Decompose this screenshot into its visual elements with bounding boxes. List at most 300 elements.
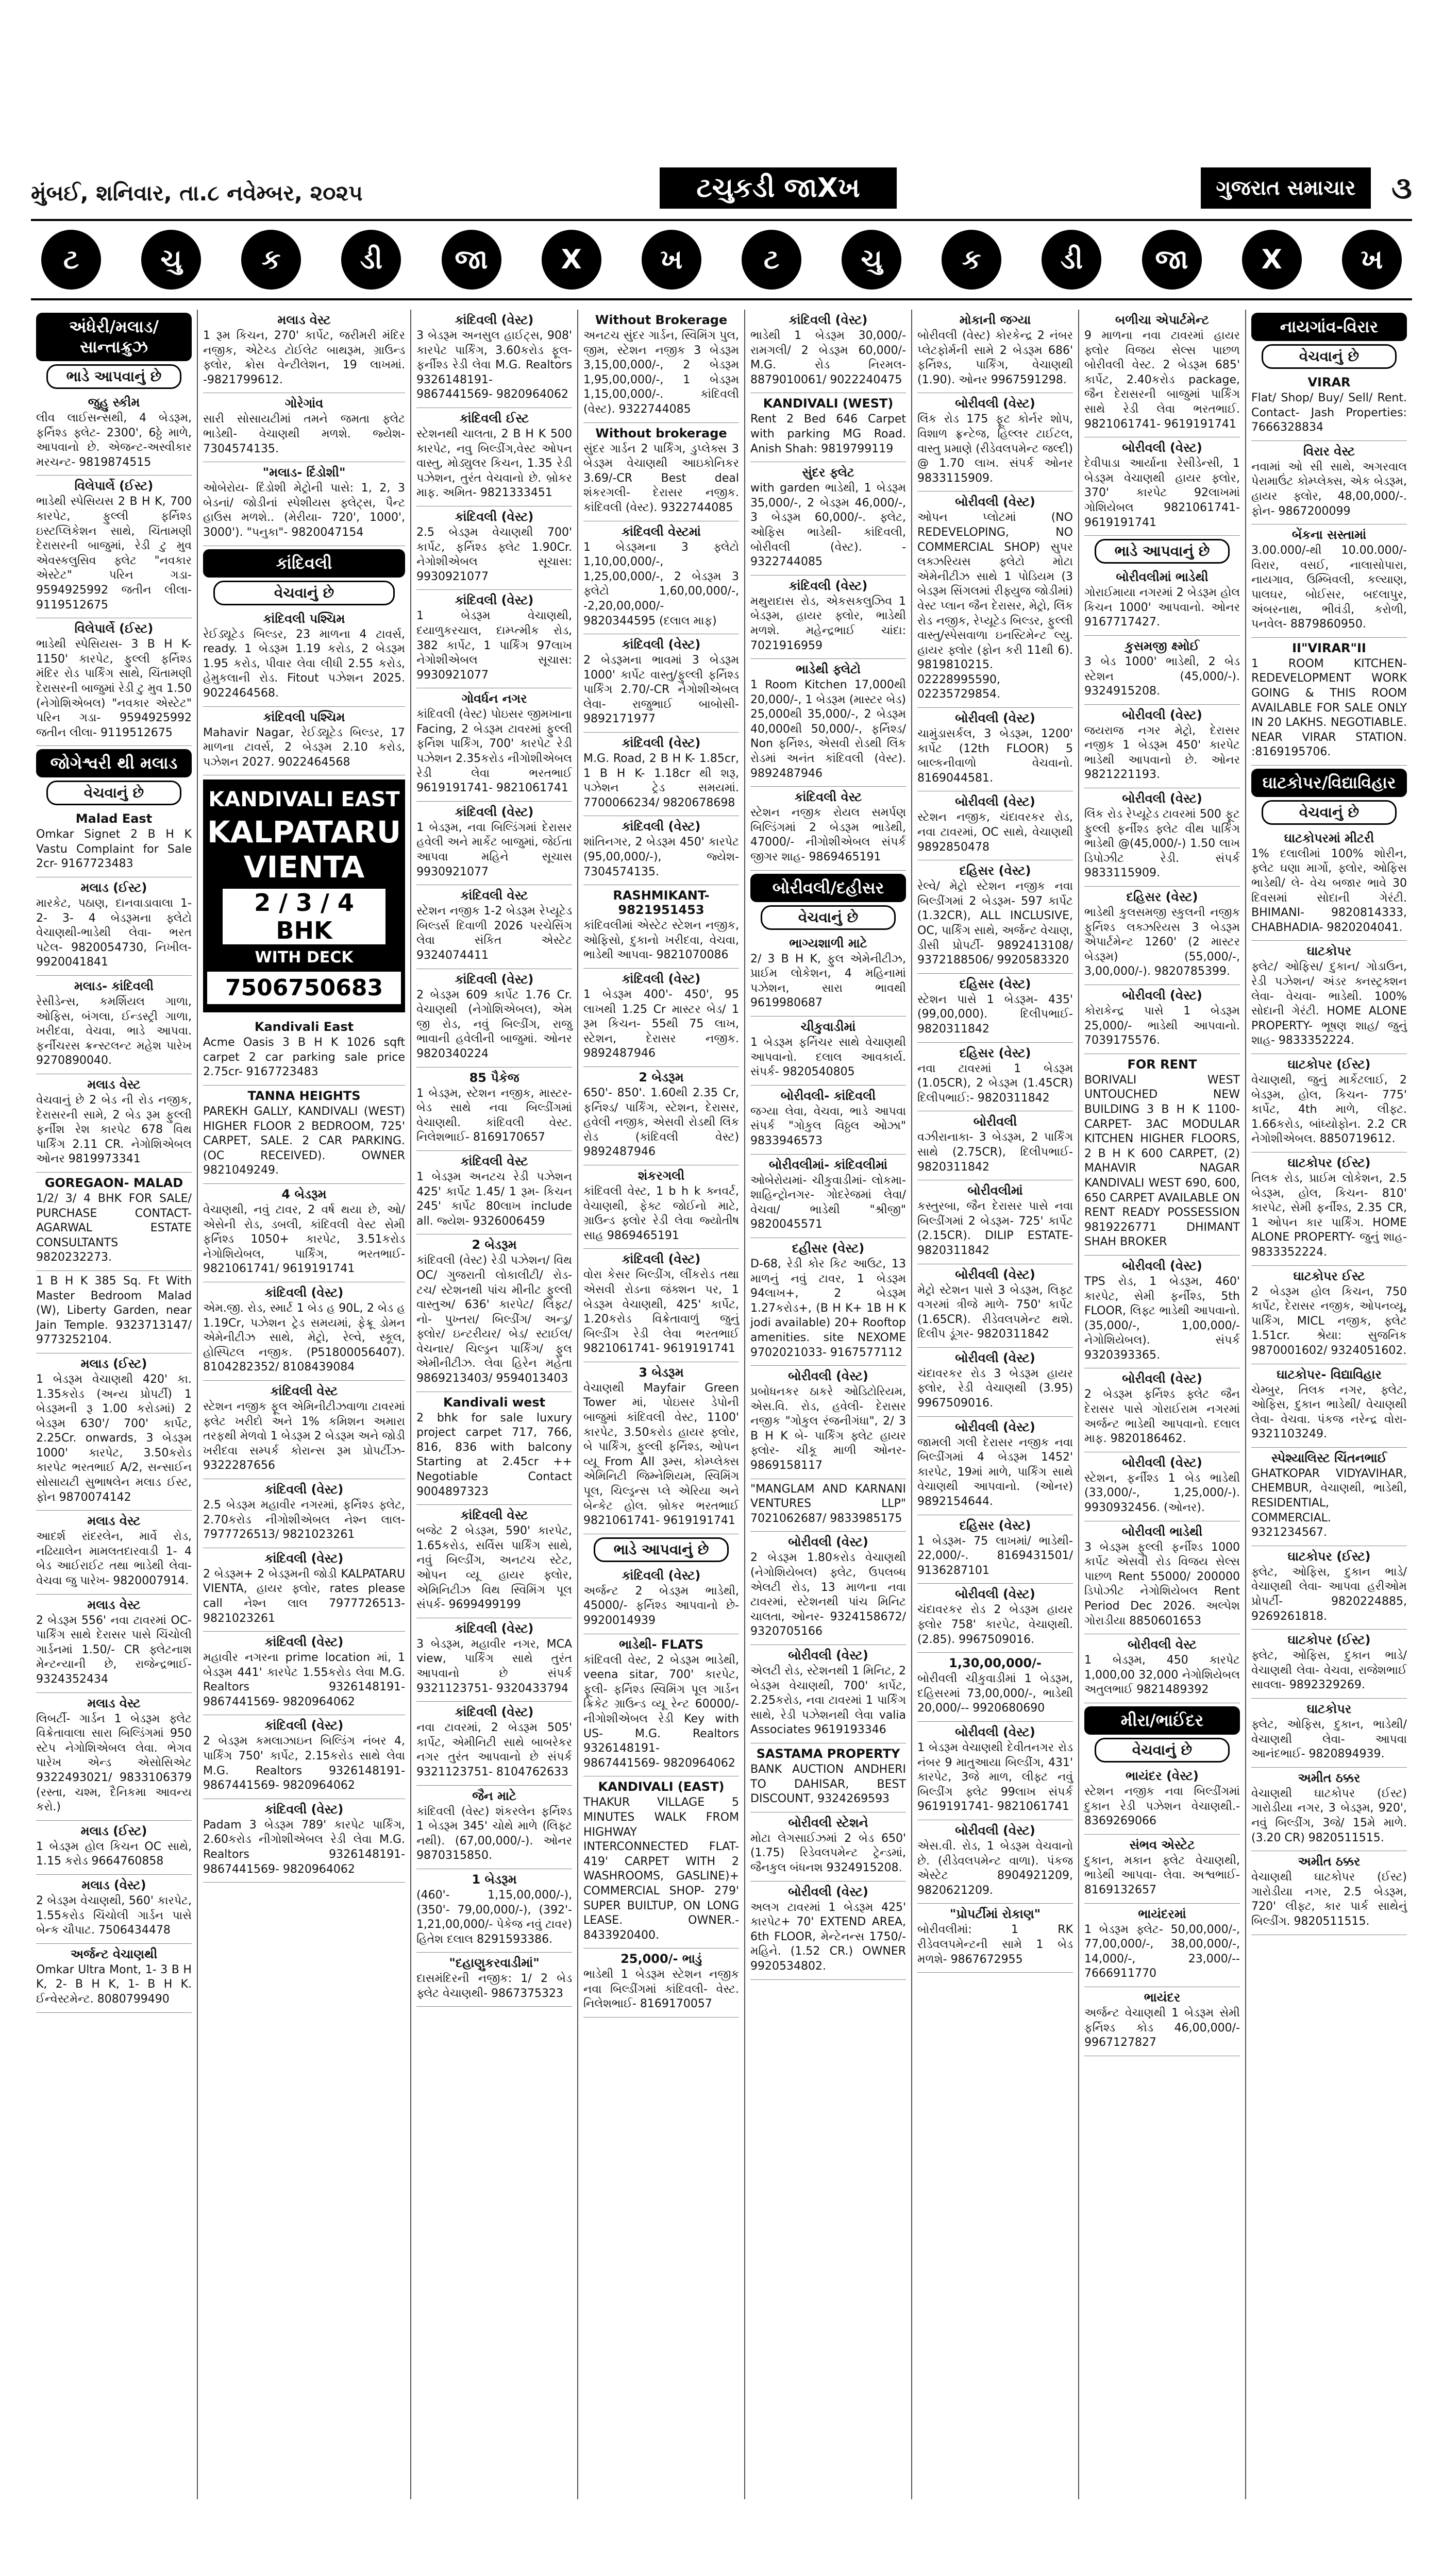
ad-body: સ્ટેશન નજીક નવા બિલ્ડીંગમાં દુકાન રેડી પઝેશન વેચાણથી.- 8369269066 (1084, 1785, 1240, 1828)
ad-body: ફ્લેટ, ઓફિસ, દુકાન, ભાડેથી/ વેચાણથી લેવા- આપવા આનંદભાઈ- 9820894939. (1251, 1718, 1407, 1761)
classified-ad (416, 506, 572, 590)
banner-letter: ખ (1342, 230, 1402, 290)
ad-title: કાંદિવલી (વેસ્ટ) (622, 972, 701, 986)
classified-ad (750, 787, 906, 870)
ad-body: 2 બેડરૂમ 556' નવા ટાવરમાં OC- પાર્કિંગ સાથે દેરાસર પાસે ચિંચોલી ગાર્ડનમાં 1.50/- CR ફ્લેટનાશ મેન્ટન્યાની છે, રાજેન્દ્રભાઈ- 9324352434 (36, 1614, 192, 1686)
classified-ad (1251, 1768, 1407, 1851)
banner-letter: જા (442, 230, 501, 290)
ad-body: ઓબેરોય- દિંડોશી મેટ્રોની પાસે: 1, 2, 3 બેડનાં/ જોડીનાં સ્પેશીયસ ફ્લેટ્સ, પૈન્ટ હાઉસ મળશે.. (મેરીયા- 720', 1000', 3000'). "પનુકા"- 9820047154 (203, 482, 406, 539)
ad-title: બોરીવલી (વેસ્ટ) (1122, 791, 1202, 806)
classified-ad (36, 392, 192, 476)
classified-ad (1084, 705, 1240, 788)
classified-ad (917, 1820, 1073, 1904)
ad-title: બોરીવલી (વેસ્ટ) (955, 1823, 1035, 1838)
ad-body: આદર્શ રાંદરલેન, માર્વે રોડ, નઢિયાલેન મામલતદારવાડી 1- 4 બેડ આઈરાઈટ તથા ભાડેથી લેવા- વેચવા જુ પારેખ- 9820007914. (36, 1530, 192, 1588)
ad-title: કાંદિવલી વેસ્ટ (794, 790, 862, 805)
ad-body: 1 બેડરૂમ, સ્ટેશન નજીક, માસ્ટર- બેડ સાથે નવા બિલ્ડીંગમાં વેચાણથી. કાંદિવલી વેસ્ટ. નિલેશભાઈ- 8169170657 (416, 1087, 573, 1144)
ad-body: કાંદિવલી વેસ્ટ, 1 b h k ક્નવર્ટ, વેચાણથી, ફેક્ટ જોઈનો માટે, ગ્રાઉન્ડ ફ્લોર રેડી લેવા જ્યોતીષ સાહ 9869465191 (583, 1184, 740, 1242)
classified-ad (917, 1722, 1073, 1820)
ad-body: 650'- 850'. 1.60થી 2.35 Cr, ફર્નિશ્ડ/ પાર્કિંગ, સ્ટેશન, દેરાસર, હવેલી નજીક, એસવી રોડથી લિંક રોડ (કાંદિવલી વેસ્ટ) 9892487946 (583, 1086, 740, 1159)
ad-title: ઘાટકોપર (ઈસ્ટ) (1287, 1633, 1371, 1648)
ad-title: બોરીવલી (વેસ્ટ) (1122, 1258, 1202, 1273)
ad-title: બોરીવલી (વેસ્ટ) (1122, 1371, 1202, 1386)
ad-body: વેચાણથી Mayfair Green Tower માં, પોઇસર ડેપોની બાજુમાં કાંદિવલી વેસ્ટ, 1100' કારપેટ, 3.50કરોડ હાયર ફ્લોર, બે પાર્કિંગ, ફુલ્લી ફર્નિશ્ડ, ઓપન વ્યૂ From All રૂમ્સ, કોમ્પ્લેક્સ એમિનિટી જિમ્નેશિયમ, સ્વિમિંગ પૂલ, ચિલ્ડ્રન્સ પ્લે એરિયા અને બેન્કેટ હોલ. બ્રોકર ભરતભાઈ 9821061741- 9619191741 (583, 1381, 740, 1528)
ad-title: કાંદિવલી પશ્ચિમ (263, 709, 345, 724)
ad-body: 1 બેડરૂમના 3 ફ્લેટો 1,10,00,000/-, 1,25,00,000/-, 2 બેડરૂમ 3 ફ્લેટો 1,60,00,000/-, -2,20,00,000/- 9820344595 (દલાલ માફ) (583, 540, 740, 628)
ad-title: મલાડ (ઈસ્ટ) (80, 1823, 147, 1838)
classified-ad (1084, 1766, 1240, 1835)
banner-letter: ખ (642, 230, 701, 290)
ad-body: 1/2/ 3/ 4 BHK FOR SALE/ PURCHASE CONTACT- AGARWAL ESTATE CONSULTANTS 9820232273. (36, 1192, 192, 1264)
classified-ad (917, 1904, 1073, 1973)
region-heading: કાંદિવલી (203, 549, 405, 578)
ad-body: with garden ભાડેથી, 1 બેડરૂમ 35,000/-, 2 બેડરૂમ 46,000/-, 3 બેડરૂમ 60,000/-. ફ્લેટ, ઓફિસ ભાડેથી- કાંદિવલી, બોરીવલી (વેસ્ટ). - 9322744085 (750, 482, 907, 569)
masthead (31, 118, 1412, 221)
classified-ad (750, 1238, 906, 1366)
ad-title: 4 બેડરૂમ (281, 1187, 327, 1202)
ad-title: બોરીવલી (વેસ્ટ) (1122, 988, 1202, 1003)
classified-ad (1084, 437, 1240, 536)
ad-title: ગોરેગાંવ (284, 396, 324, 411)
ad-body: ચામુંડાસર્કલ, 3 બેડરૂમ, 1200' કાર્પેટ (12th FLOOR) 5 બાલ્કનીવાળો વેચવાનો. 8169044581. (917, 727, 1073, 785)
ad-body: અનટચ સુંદર ગાર્ડન, સ્વિમિંગ પુલ, જીમ, સ્ટેશન નજીક 3 બેડરૂમ 3,15,00,000/-, 2 બેડરૂમ 1,95,00,000/-, 1 બેડરૂમ 1,15,00,000/-. કાંદિવલી (વેસ્ટ). 9322744085 (583, 329, 740, 416)
classified-ad (917, 708, 1073, 791)
ad-body: મોટા લેગસાઈઝમાં 2 બેડ 650' (1.75) રિડેવલપમેન્ટ ટ્રેન્ડમાં, જૈનકુલ બંધનશ 9324915208. (750, 1832, 907, 1874)
classified-ad (917, 492, 1073, 708)
classified-ad (1084, 1634, 1240, 1703)
ad-title: બોરીવલી ભાડેથી (1121, 1524, 1203, 1539)
ad-title: દહિસર (વેસ્ટ) (959, 1518, 1031, 1533)
ad-title: કાંદિવલી (વેસ્ટ) (622, 1568, 701, 1583)
ad-title: કાંદિવલી (વેસ્ટ) (264, 1285, 344, 1300)
ad-body: TPS રોડ, 1 બેડરૂમ, 460' કારપેટ, સેમી ફર્નીશ્ડ, 5th FLOOR, લિફ્ટ ભાડેથી આપવાનો. (35,000/-, 1,00,000/- નેગોશિયેબલ). સંપર્ક 9320393365. (1084, 1275, 1240, 1362)
classified-ad (917, 1584, 1073, 1653)
ad-title: ઘાટકોપર ઈસ્ટ (1293, 1268, 1365, 1283)
classified-ad (36, 1271, 192, 1353)
ad-body: 1 બેડરૂમ ફર્નિચર સાથે વેચાણથી આપવાનો. દલાલ આવકાર્ય. સંપર્ક- 9820540805 (750, 1036, 907, 1079)
ad-body: લિંક રોડ રેપ્યૂટેડ ટાવરમાં 500 ફૂટ ફુલ્લી ફર્નીશ્ડ ફ્લેટ વીથ પાર્કિંગ ભાડેથી @(45,000/-) 1.50 લાખ ડિપોઝીટ રેડી. સંપર્ક 9833115909. (1084, 808, 1240, 880)
ad-title: ઘાટકોપરમાં મીટરી (1284, 831, 1374, 845)
classified-ad (917, 1515, 1073, 1584)
newspaper-logo: ગુજરાત સમાચાર (1201, 167, 1371, 209)
ad-body: BORIVALI WEST UNTOUCHED NEW BUILDING 3 B H K 1100-CARPET- 3AC MODULAR KITCHEN HIGHER FLOORS, 2 B H K 600 CARPET, (2) MAHAVIR NAGAR KANDIVALI WEST 690, 600, 650 CARPET AVAILABLE ON RENT READY POSSESSION 9819226771 DHIMANT SHAH BROKER (1084, 1073, 1240, 1249)
classified-ad (36, 476, 192, 618)
ad-body: બજેટ 2 બેડરૂમ, 590' કારપેટ, 1.65કરોડ, સર્વિસ પાર્કિંગ સાથે, નવું બિલ્ડીંગ, અનટચ સ્ટેટ, ઓપન વ્યૂ હાયર ફ્લોર, એમિનિટીઝ વિથ સ્વિમિંગ પૂલ સંપર્ક- 9699499199 (416, 1524, 573, 1612)
ad-body: 2 બેડરૂમ હોલ કિચન, 750 કાર્પેટ, દેરાસર નજીક, ઓપનવ્યૂ, પાર્કિંગ, MICL નજીક, ફ્લેટ 1.51cr. શ્રેયા: સુજનિક 9870001602/ 9324051602. (1251, 1285, 1407, 1357)
category-heading: વેચવાનું છે (1262, 800, 1397, 825)
ad-body: 2 બેડરૂમ 1.80કરોડ વેચાણથી (નેગોશિયેબલ) ફ્લેટ, ઉપલબ્ધ એલટી રોડ, 13 માળના નવા ટાવરમાં, સ્ટેશનથી પાંચ મિનિટ ચાલતા, ઓનર- 9324158672/ 9320705166 (750, 1551, 907, 1638)
ad-title: II"VIRAR"II (1292, 640, 1366, 655)
ad-body: બોરીવલીમાં: 1 RK રીડેવલપમેન્ટની સામે 1 બેડ મળશે- 9867672955 (917, 1923, 1073, 1966)
ad-body: "MANGLAM AND KARNANI VENTURES LLP" 7021062687/ 9833985175 (750, 1482, 907, 1525)
ad-body: Rent 2 Bed 646 Carpet with parking MG Road. Anish Shah: 9819799119 (750, 413, 907, 455)
ad-title: કાંદિવલી (વેસ્ટ) (455, 1705, 534, 1720)
ad-title: કાંદિવલી (વેસ્ટ) (455, 313, 534, 327)
ad-title: ગોવર્ધન નગર (461, 691, 527, 706)
ad-title: બોરીવલી- કાંદિવલી (780, 1088, 876, 1103)
ad-body: સુંદર ગાર્ડન 2 પાર્કિંગ, ડુપ્લેક્સ 3 બેડરૂમ વેચાણથી આઇકોનિકર 3.69/-CR Best deal શંકરગલી- દેરાસર નજીક. કાંદિવલી (વેસ્ટ). 9322744085 (583, 442, 740, 514)
classified-ad (583, 969, 739, 1067)
classified-ad (917, 1180, 1073, 1264)
ad-title: અમીત ઠક્કર (1298, 1770, 1361, 1785)
classified-ad (583, 733, 739, 816)
ad-body: GHATKOPAR VIDYAVIHAR, CHEMBUR, વેચાણથી, ભાડેથી, RESIDENTIAL, COMMERCIAL. 9321234567. (1251, 1467, 1407, 1539)
ad-body: 1 બેડરૂમ વેચાણથી દેવીતનગર રોડ નંબર 9 માતુઆયા બિલ્ડીંગ, 431' કારપેટ, 3જે માળ, લીફ્ટ નવું બિલ્ડીંગ ફ્લેટ 99લાખ સંપર્ક 9619191741- 9821061741 (917, 1741, 1073, 1814)
ad-body: એમ.જી. રોડ, સ્માર્ટ 1 બેડ હ 90L, 2 બેડ હ 1.19Cr, પઝેશન ટ્રેડ સમયમાં, ફેક્રૂ ડોમન એમેનીટીઝ સાથે, મેટ્રો, રેલ્વે, સ્કૂલ, હોસ્પિટલ નજીક. (P51800056407). 8104282352/ 8108439084 (203, 1302, 406, 1374)
category-heading: ભાડે આપવાનું છે (594, 1537, 729, 1562)
ad-body: ફ્લેટ, ઓફિસ, દુકાન ભાડે/ વેચાણથી લેવા- આપવા હરીઓમ પ્રોપર્ટી- 9820224885, 9269261818. (1251, 1565, 1407, 1623)
classified-ad (1084, 1256, 1240, 1369)
ad-body: સારી સોસાયટીમાં તમને જમતા ફ્લેટ ભાડેથી- વેચાણથી મળશે. જ્યેશ- 7304574135. (203, 413, 406, 455)
ad-title: Kandivali west (443, 1395, 546, 1410)
ad-body: વેચવાનું છે 2 બેડ ની રોડ નજીક, દેરાસરની સામે, 2 બેડ રૂમ ફુલ્લી ફર્નીશ રેશ કારપેટ 678 વિથ પાર્કિંગ 2.11 CR. નેગોશિએબલ ઓનર 9819973341 (36, 1094, 192, 1166)
classified-ad (750, 1366, 906, 1479)
classified-ad (416, 885, 572, 969)
ad-body: 2 બેડરૂમ+ 2 બેડરૂમની જોડી KALPATARU VIENTA, હાયર ફ્લોર, rates please call નેશ્ન લાલ 7977726513- 9821023261 (203, 1567, 406, 1625)
ad-title: સુંદર ફ્લેટ (802, 465, 854, 480)
classified-ad (416, 1869, 572, 1953)
ad-body: લીવ લાઈસન્સથી, 4 બેડરૂમ, ફર્નિશ્ડ ફ્લેટ- 2300', 6ઠ્ઠે માળે, આપવાનો છે. એજન્ટ-અસ્વીકાર મરચન્ટ- 9819874515 (36, 412, 192, 469)
ad-body: સ્ટેશન નજીક 1-2 બેડરૂમ રેપ્યૂટેડ બિલ્ડર્સ દિવાળી 2026 પરચેસિંગ લેવા સંકિત એસ્ટેટ 9324074411 (416, 905, 573, 962)
ad-title: ઘાટકોપર- વિદ્યાવિહાર (1277, 1367, 1382, 1382)
ad-body: 2 બેડરૂમના ભાવમાં 3 બેડરૂમ 1000' કાર્પેટ વાસ્તુ/ફુલ્લી ફર્નિશ્ડ પાર્કિંગ 2.70/-CR નેગોશીએબલ લેવા- રાજુભાઈ બાબોસી- 9892171977 (583, 654, 740, 726)
ad-title: બોરીવલીમાં ભાડેથી (1116, 570, 1209, 585)
ad-title: અર્જન્ટ વેચાણથી (70, 1946, 158, 1961)
ad-body: 2 બેડરૂમ 609 કાર્પેટ 1.76 Cr. વેચાણથી (નેગોશિએબલ), એમ જી રોડ, નવું બિલ્ડીંગ, રાજુ ભાવાની હવેલીની બાજુમાં. ઓનર 9820340224 (416, 988, 573, 1060)
ad-title: Kandivali East (254, 1020, 354, 1035)
ad-body: Omkar Ultra Mont, 1- 3 B H K, 2- B H K, 1- B H K. ઈન્વેસ્ટમેન્ટ. 8080799490 (36, 1963, 192, 2006)
category-heading: વેચવાનું છે (213, 581, 395, 605)
ad-body: કાંદિવલી (વેસ્ટ) પોઇસર જીમખાના Facing, 2 બેડરૂમ ટાવરમાં ફુલ્લી ફર્નિશ પાર્કિંગ, 700' કારપેટ રેડી પઝેશન 2.35કરોડ નીગોશીએબલ રેડી લેવા ભરતભાઈ 9619191741- 9821061741 (416, 708, 573, 795)
ad-body: Padam 3 બેડરૂમ 789' કારપેટ પાર્કિંગ, 2.60કરોડ નીગોશીએબલ રેડી લેવા M.G. Realtors 9326148191- 9867441569- 9820964062 (203, 1818, 406, 1876)
classified-ad (583, 1634, 739, 1777)
ad-title: શંકરગલી (637, 1168, 685, 1183)
ad-title: અમીત ઠક્કર (1298, 1854, 1361, 1869)
ad-body: BANK AUCTION ANDHERI TO DAHISAR, BEST DISCOUNT, 9324269593 (750, 1762, 907, 1806)
ad-body: ઓબેરોયમાં- ચીકુવાડીમાં- લોકમા- શાહિન્ટ્રોનગર- ગોદરેજમાં લેવા/ વેચવા/ ભાડેથી "શ્રીજી" 9820045571 (750, 1174, 907, 1231)
ad-body: વેચાણથી, જુનું માર્કેટલાઈ, 2 બેડરૂમ, હોલ, કિચન- 775' કાર્પેટ, 4th માળે, લીફ્ટ. 1.66કરોડ, બાંધ્યોફોન. 2.2 CR નેગોશીએબલ. 8850719612. (1251, 1074, 1407, 1146)
ad-body: સ્ટેશન, ફર્નીશ્ડ 1 બેડ ભાડેથી (33,000/-, 1,25,000/-). 9930932456. (ઓનર). (1084, 1471, 1240, 1515)
column (1079, 310, 1246, 2499)
ad-body: પ્રબોધનકર ઠાકરે ઓડિટોરિયમ, એસ.વિ. રોડ, હવેલી- દેરાસર નજીક "ગોકુલ રંજનીગંધા", 2/ 3 B H K બે- પાર્કિંગ ફ્લેટ હાયર ફ્લોર- ચીકૂ માળી ઓનર- 9869158117 (750, 1385, 907, 1472)
classified-ad (416, 590, 572, 688)
ad-body: 2 bhk for sale luxury project carpet 717, 766, 816, 836 with balcony Starting at 2.45cr ++ Negotiable Contact 9004897323 (416, 1411, 573, 1498)
column (198, 310, 411, 2499)
ad-body: શાંતિનગર, 2 બેડરૂમ 450' કારપેટ (95,00,000/-), જ્યેશ- 7304574135. (583, 836, 740, 878)
ad-body: 1 Room Kitchen 17,000થી 20,000/-, 1 બેડરૂમ (માસ્ટર બેડ) 25,000થી 35,000/-, 2 બેડરૂમ 40,000થી 50,000/-, ફર્નિશ્ડ/ Non ફર્નિશ્ડ, એસવી રોડથી લિંક રોડમાં અનંત કાંદિવલી (વેસ્ટ). 9892487946 (750, 679, 907, 780)
classified-ad (416, 802, 572, 885)
classified-ad (583, 1249, 739, 1362)
ad-title: બોરીવલી (વેસ્ટ) (955, 1587, 1035, 1602)
classified-ad (416, 1067, 572, 1151)
ad-body: ઓપન પ્લોટમાં (NO REDEVELOPING, NO COMMERCIAL SHOP) સુપર લક્ઝરિયસ ફ્લેટો મોટા એમેનીટીઝ સાથે 1 પોડિયમ (3 બેડરૂમ સિંગલમાં રીફ્યુજ જોડીમાં) વેસ્ટ પ્લાન જૈન દેરાસર, મેટ્રો, લિંક રોડ નજીક, રેપ્યૂટેડ બિલ્ડર, ફુલ્લી વાસ્તુ/સ્પેસવાળા ઇનસ્ટિમેન્ટ લ્યુ. હાયર ફ્લોર (ફોન કરી 11થી 6). 9819810215. 02228995590, 02235729854. (917, 511, 1073, 701)
ad-title: બળીચા એપાર્ટમેન્ટ (1115, 313, 1209, 327)
ad-title: ઘાટકોપર (1306, 1702, 1352, 1716)
classified-ad (750, 1086, 906, 1155)
ad-title: બોરીવલી (વેસ્ટ) (955, 1724, 1035, 1739)
classified-ad (583, 1362, 739, 1534)
classified-ad (1084, 1987, 1240, 2056)
display-ad-line: WITH DECK (255, 948, 354, 967)
classified-ad (750, 575, 906, 659)
classified-ad (583, 885, 739, 969)
classified-ad (416, 1234, 572, 1392)
ad-title: Without Brokerage (595, 313, 728, 327)
classified-ad (203, 1799, 405, 1883)
banner-letter: ટ (41, 230, 101, 290)
classified-ad (583, 1165, 739, 1249)
ad-body: સ્ટેશનથી ચાલતા, 2 B H K 500 કારપેટ, નવુ બિલ્ડીંગ,વેસ્ટ ઓપન વાસ્તુ, મોડ્યુલર કિચન, 1.35 રેડી પઝેશન, તુરંત વેચવાનો છે. બ્રોકર માફ. અમિત- 9821333451 (416, 427, 573, 500)
ad-title: કાંદિવલી વેસ્ટ (460, 1508, 528, 1523)
classified-ad (583, 521, 739, 635)
category-heading: વેચવાનું છે (1262, 344, 1397, 369)
ad-body: (460'- 1,15,00,000/-), (350'- 79,00,000/-), (392'- 1,21,00,000/- પેકેજ નવું ટાવર) હિતેશ દલાલ 8291593386. (416, 1888, 573, 1946)
classified-ad (1084, 1521, 1240, 1635)
ad-body: સ્ટેશન નજીક, ચંદાવરકર રોડ, નવા ટાવરમાં, OC સાથે, વેચાણથી 9892850478 (917, 811, 1073, 854)
classified-ad (203, 1548, 405, 1632)
ad-title: "મલાડ- દિંડોશી" (262, 465, 346, 480)
ad-title: બોરીવલી (વેસ્ટ) (955, 495, 1035, 510)
classified-ad (750, 1812, 906, 1882)
ad-body: ચેમ્બુર, તિલક નગર, ફ્લેટ, ઓફિસ, દુકાન ભાડેથી/ વેચાણથી લેવા- વેચવા. પંકજ નરેન્દ્ર વોરા- 9321103249. (1251, 1383, 1407, 1441)
banner-letter: ટ (742, 230, 801, 290)
ad-title: ઘાટકોપર (1306, 944, 1352, 959)
classified-ad (750, 1155, 906, 1238)
ad-title: જૈન માટે (472, 1788, 516, 1803)
ad-title: બેંકના સસ્તામાં (1291, 528, 1367, 543)
ad-title: કુસમજી ક્ષ્મોઈ (1125, 638, 1200, 653)
ad-title: કાંદિવલી (વેસ્ટ) (788, 313, 868, 327)
ad-title: બોરીવલીમાં (967, 1183, 1023, 1198)
ad-body: 2 બેડરૂમ વેચાણથી, 560' કારપેટ, 1.55કરોડ ચિંચોલી ગાર્ડન પાસે બેન્ક ચૌપાટ. 7506434478 (36, 1894, 192, 1937)
ad-title: મલાડ વેસ્ટ (87, 1077, 141, 1092)
classified-ad (583, 634, 739, 733)
ad-title: કાંદિવલી (વેસ્ટ) (622, 637, 701, 652)
classified-ad (583, 1948, 739, 2018)
classified-ad (416, 1786, 572, 1869)
display-ad-line: KALPATARU VIENTA (207, 815, 401, 885)
ad-body: નવા ટાવરમાં, 2 બેડરૂમ 505' કાર્પેટ, એમીનિટી સાથે બાબરેકર નગર તુરંત આપવાનો છે સંપર્ક 9321123751- 8104762633 (416, 1721, 573, 1778)
ad-body: 1 બેડરૂમ, નવા બિલ્ડિંગમાં દેરાસર હવેલી અને માર્કેટ બાજુમાં, જેઈતા આપવા મહિને સૂચાસ 9930921077 (416, 821, 573, 878)
ad-title: મલાડ (વેસ્ટ) (81, 1877, 146, 1892)
ad-body: કાંદિવલી વેસ્ટ, 2 બેડરૂમ ભાડેથી, veena sitar, 700' કારપેટ, ફૂલી- ફર્નિશ્ડ સ્વિમિંગ પૂલ ગાર્ડન ક્રિકેટ ગ્રાઉન્ડ વ્યૂ રેન્ટ 60000/- નીગોશીએબલ રેડી Key with US- M.G. Realtors 9326148191- 9867441569- 9820964062 (583, 1653, 740, 1770)
ad-title: RASHMIKANT- 9821951453 (613, 888, 710, 918)
ad-title: કાંદિવલી (વેસ્ટ) (264, 1482, 344, 1497)
ad-title: બોરીવલી (વેસ્ટ) (955, 1350, 1035, 1365)
ad-title: બોરીવલી (વેસ્ટ) (955, 711, 1035, 726)
classified-ad (1251, 1546, 1407, 1630)
ad-body: 1 રૂમ કિચન, 270' કાર્પેટ, જરીમરી મંદિર નજીક, એટેચ્ડ ટોઈલેટ બાથરૂમ, ગ્રાઉન્ડ ફ્લોર, ક્રોસ વેન્ટીલેશન, 19 લાખમાં. -9821799612. (203, 329, 406, 386)
classified-ad (416, 1702, 572, 1785)
ad-title: ભાડેથી- FLATS (619, 1637, 703, 1652)
ad-title: "દહાણુકરવાડીમાં" (449, 1956, 540, 1971)
ad-body: D-68, રેડી કોર કિટ આઉટ, 13 માળનું નવું ટાવર, 1 બેડરૂમ 94લાખ+, 2 બેડરૂમ 1.27કરોડ+, (B H K+ 1B H K jodi available) 20+ Rooftop amenities. site NEXOME 9702021033- 9167577112 (750, 1257, 907, 1359)
ad-title: VIRAR (1307, 375, 1351, 389)
ad-title: ભાડેથી ફ્લેટો (796, 662, 861, 677)
classified-ad (416, 310, 572, 408)
ad-title: કાંદિવલી (વેસ્ટ) (455, 972, 534, 987)
ad-body: અર્જન્ટ 2 બેડરૂમ ભાડેથી, 45000/- ફર્નિશ્ડ આપવાનો છે- 9920014939 (583, 1584, 740, 1627)
region-heading: જોગેશ્વરી થી મલાડ (36, 749, 192, 777)
classified-ad (1251, 1448, 1407, 1546)
ad-title: બોરીવલી (973, 1114, 1017, 1129)
ad-body: 1 ROOM KITCHEN- REDEVELOPMENT WORK GOING & THIS ROOM AVAILABLE FOR SALE ONLY IN 20 LAKHS. NEGOTIABLE. NEAR VIRAR STATION. :8169195706. (1251, 657, 1407, 759)
ad-title: મલાડ (ઈસ્ટ) (80, 1356, 147, 1371)
banner-letter: ક (942, 230, 1001, 290)
classified-ad (917, 1111, 1073, 1180)
region-heading: અંધેરી/મલાડ/સાન્તાક્રુઝ (36, 313, 192, 361)
ad-body: અલગ ટાવરમાં 1 બેડરૂમ 425' કારપેટ+ 70' EXTEND AREA, 6th FLOOR, મેન્ટેનન્સ 1750/- મહિને. (1.52 CR.) OWNER 9920534802. (750, 1901, 907, 1973)
ad-title: જુહુ સ્કીમ (88, 395, 140, 410)
ad-title: કાંદિવલી (વેસ્ટ) (622, 736, 701, 751)
classified-ad (750, 1882, 906, 1980)
ad-title: બોરીવલી (વેસ્ટ) (955, 1419, 1035, 1434)
classified-ad (750, 462, 906, 575)
classified-ad (750, 659, 906, 787)
classified-ad (583, 310, 739, 423)
ad-body: એસ.વી. રોડ, 1 બેડરૂમ વેચવાનો છે. (રીડેવલપમેન્ટ વાળા). પંકજ એસ્ટેટ 8904921209, 9820621209. (917, 1839, 1073, 1897)
ad-body: ભાડેથી કુલસમજી સ્કુલની નજીક ફુર્નિશ્ડ લક્ઝરિયસ 3 બેડરૂમ એપાર્ટમેન્ટ 1260' (2 માસ્ટર બેડરૂમ) (55,000/-, 3,00,000/-). 9820785399. (1084, 906, 1240, 978)
classified-ad (36, 1353, 192, 1511)
classified-ad (203, 1381, 405, 1479)
classified-ad (917, 1264, 1073, 1348)
ad-title: દહિસર (વેસ્ટ) (959, 863, 1031, 878)
classified-ad (1084, 1368, 1240, 1452)
classified-ad (1084, 887, 1240, 985)
ad-body: ચંદાવરકર રોડ 2 બેડરૂમ હાયર ફ્લોર 758' કારપેટ, વેચાણથી. (2.85). 9967509016. (917, 1603, 1073, 1646)
display-ad-line: KANDIVALI EAST (208, 788, 400, 812)
classified-ad (917, 1417, 1073, 1515)
ad-body: મહાવીર નગરના prime location માં, 1 બેડરૂમ 441' કારપેટ 1.55કરોડ લેવા M.G. Realtors 9326148191- 9867441569- 9820964062 (203, 1651, 406, 1708)
ad-title: દહિસર (વેસ્ટ) (1126, 890, 1198, 905)
ad-title: કાંદિવલી (વેસ્ટ) (264, 1635, 344, 1650)
ad-body: તિલક રોડ, પ્રાઈમ લોકેશન, 2.5 બેડરૂમ, હોલ, કિચન- 810' કારપેટ, સેમી ફર્નીશ્ડ, 2.35 CR, 1 ઓપન કાર પાર્કિંગ. HOME ALONE PROPERTY- જુનું શાહ- 9833352224. (1251, 1172, 1407, 1259)
classified-ad (36, 1595, 192, 1693)
ad-title: બોરીવલી (વેસ્ટ) (788, 1369, 868, 1384)
classified-ad (1084, 1904, 1240, 1987)
ad-title: કાંદિવલી (વેસ્ટ) (264, 1718, 344, 1733)
classified-ad (750, 1645, 906, 1743)
ad-title: મલાડ વેસ્ટ (87, 1696, 141, 1710)
classified-ad (416, 969, 572, 1067)
classified-ad (416, 1505, 572, 1618)
ad-body: 3 બેડરૂમ અનસુલ હાઈટ્સ, 908' કારપેટ પાર્કિંગ, 3.60કરોડ ફૂલ- ફર્નીશ્ડ રેડી લેવા M.G. Realtors 9326148191- 9867441569- 9820964062 (416, 329, 573, 401)
ad-title: કાંદિવલી ઈસ્ટ (459, 411, 529, 426)
ad-body: 1 બેડરૂમ હોલ કિચન OC સાથે, 1.15 કરોડ 9664760858 (36, 1840, 192, 1868)
classified-ad (917, 1348, 1073, 1417)
ad-body: સ્ટેશન પાસે 1 બેડરૂમ- 435' (99,00,000). દિલીપભાઈ- 9820311842 (917, 993, 1073, 1036)
region-heading: મીરા/ભાઈંદર (1084, 1706, 1240, 1735)
ad-title: કાંદિવલી (વેસ્ટ) (622, 1252, 701, 1267)
classified-ad (203, 1282, 405, 1381)
classified-ad (1084, 310, 1240, 437)
classified-ad (36, 1821, 192, 1875)
ad-title: બોરીવલી (વેસ્ટ) (788, 1884, 868, 1899)
classified-ad (1251, 524, 1407, 638)
newspaper-page (0, 118, 1443, 2576)
column (411, 310, 578, 2499)
ad-body: કસ્તુરબા, જૈન દેરાસર પાસે નવા બિલ્ડીંગમાં 2 બેડરૂમ- 725' કાર્પેટ (2.15CR). DILIP ESTATE- 9820311842 (917, 1200, 1073, 1257)
ad-body: એલટી રોડ, સ્ટેશનથી 1 મિનિટ, 2 બેડરૂમ વેચાણથી, 700' કાર્પેટ, 2.25કરોડ, નવા ટાવરમાં 1 પાર્કિંગ સાથે, રેડી પઝેશનથી લેવા valia Associates 9619193346 (750, 1665, 907, 1737)
ad-body: વેચાણથી ઘાટકોપર (ઈસ્ટ) ગારોડીયા નગર, 2.5 બેડરૂમ, 720' લીફ્ટ, કાર પાર્ક સાથેનું બિલ્ડીંગ. 9820511515. (1251, 1871, 1407, 1928)
ad-body: રેઈડ્યૂટેડ બિલ્ડર, 23 માળના 4 ટાવર્સ, ready. 1 બેડરૂમ 1.19 કરોડ, 2 બેડરૂમ 1.95 કરોડ, પીવાર લેવા લીધી 2.55 કરોડ, હેમુકલાની રોડ. Fitout પઝેશન 2025. 9022464568. (203, 628, 406, 700)
ad-body: 3.00.000/-થી 10.00.000/- વિરાર, વસઈ, નાલાસોપારા, નાયગાવ, ઉમ્બિવલી, કલ્યાણ, પાલઘર, બોઈસર, બદલાપુર, અંબરનાથ, ભીવંડી, કરોળી, પનવેલ- 8879860950. (1251, 544, 1407, 631)
ad-title: ચીકુવાડીમાં (800, 1020, 856, 1034)
classified-ad (1251, 1699, 1407, 1768)
ad-title: ઘાટકોપર (ઈસ્ટ) (1287, 1057, 1371, 1072)
ad-title: KANDIVALI (EAST) (598, 1780, 725, 1794)
ad-body: 1 બેડરૂમ, 450 કારપેટ 1,000,00 32,000 નેગોશિયેબલ અતુલભાઈ 9821489392 (1084, 1654, 1240, 1697)
ad-title: કાંદિવલી (વેસ્ટ) (622, 819, 701, 834)
ad-body: ફ્લેટ/ ઓફિસ/ દુકાન/ ગોડાઉન, રેડી પઝેશન/ અંડર ક્નસ્ટ્રક્શન લેવા- વેચવા- ભાડેથી. 100% સોદાની ગેરંટી. HOME ALONE PROPERTY- ભૂષણ શાહ/ જુનું શાહ- 9833352224. (1251, 960, 1407, 1047)
ad-body: લિંક રોડ 175 ફૂટ કોર્નર શોપ, વિશાળ ફ્રન્ટેજ, હિલ્લર ટાઈટલ, વાસ્તુ પ્રમાણે (રીડેવલપમેન્ટ જલ્દી) @ 1.70 લાખ. સંપર્ક ઓનર 9833115909. (917, 413, 1073, 485)
section-title: ટચુકડી જાXખ (660, 167, 897, 209)
ad-title: કાંદિવલી વેસ્ટ (270, 1383, 338, 1398)
classified-ad (203, 1086, 405, 1184)
classified-ad (917, 974, 1073, 1043)
classified-ad (1251, 441, 1407, 524)
ad-body: વઝીરાનાકા- 3 બેડરૂમ, 2 પાર્કિંગ સાથે (2.75CR), દિલીપભાઈ- 9820311842 (917, 1131, 1073, 1174)
classified-ad (1084, 636, 1240, 705)
column (745, 310, 912, 2499)
ad-title: સ્પેશ્યાલિસ્ટ ચિંતનભાઈ (1271, 1450, 1387, 1465)
classified-ad (583, 816, 739, 885)
ad-body: મેટ્રો સ્ટેશન પાસે 3 બેડરૂમ, લિફ્ટ વગરમાં ત્રીજે માળે- 750' કાર્પેટ (1.65CR). રીડેવલપમેન્ટ થશે. દિલીપ ડૂંગર- 9820311842 (917, 1283, 1073, 1341)
classified-ad (1084, 985, 1240, 1054)
ad-body: દુકાન, મકાન ફ્લેટ વેચાણથી, ભાડેથી આપવા- લેવા. અશ્વભાઈ- 8169132657 (1084, 1854, 1240, 1896)
category-heading: ભાડે આપવાનું છે (46, 364, 181, 389)
ad-title: 2 બેડરૂમ (639, 1070, 684, 1084)
classified-ad (36, 1511, 192, 1594)
ad-title: FOR RENT (1127, 1057, 1197, 1072)
classified-ad (36, 1693, 192, 1821)
ad-body: ભાડેથી સ્પેસિયસ- 3 B H K- 1150' કારપેટ, ફુલ્લી ફર્નિશ્ડ મંદિર રોડ પાર્કિંગ સાથે, ચિંતામણી દેરાસરની બાજુમાં રેડી ટુ મુવ 1.50 (નેગોશિએબલ) "નવકાર એસ્ટેટ" પરિન ગડા- 9594925992 જતીન લીલા- 9119512675 (36, 638, 192, 739)
ad-title: બોરીવલી (વેસ્ટ) (1122, 707, 1202, 722)
classified-ad (917, 1653, 1073, 1722)
classified-ad (203, 1479, 405, 1548)
classified-ad (203, 1184, 405, 1282)
classified-ad (1084, 1054, 1240, 1256)
ad-body: 2 બેડરૂમ ફર્નિશ્ડ ફ્લેટ જૈન દેરાસર પાસે ગોરાઈરામ નગરમાં અર્જન્ટ ભાડેથી આપવાનો. દલાલ માફ. 9820186462. (1084, 1388, 1240, 1446)
classified-ad (917, 791, 1073, 860)
ad-title: બોરીવલી (વેસ્ટ) (955, 396, 1035, 411)
ad-title: મોકાની જગ્યા (959, 313, 1031, 327)
column (578, 310, 745, 2499)
category-heading: ભાડે આપવાનું છે (1095, 539, 1230, 564)
classified-ad (1084, 567, 1240, 636)
ad-body: વેચાણથી ઘાટકોપર (ઈસ્ટ) ગારોડીયા નગર, 3 બેડરૂમ, 920', નવું બિલ્ડીંગ, 3જે/ 15મે માળે. (3.20 CR) 9820511515. (1251, 1787, 1407, 1844)
classified-ad (917, 1043, 1073, 1112)
ad-body: સ્ટેશન નજીક ફૂલ એમિનીટીઝવાળા ટાવરમાં ફ્લેટ ખરીદો અને 1% કમિશન અમારા તરફથી મેળવો 1 બેડરૂમ 2 બેડરૂમ અને જોડી ખરીદવા સમ્પર્ક કોરાન્સ રૂમ પ્રોપર્ટીઝ- 9322287656 (203, 1400, 406, 1472)
classified-ad (750, 933, 906, 1016)
ad-title: Without brokerage (595, 426, 727, 440)
classified-ad (1084, 1835, 1240, 1904)
classified-ad (36, 618, 192, 746)
ad-body: ભાડેથી સ્પેસિયસ 2 B H K, 700 કારપેટ, ફુલ્લી ફર્નિશ્ડ ઇસ્ટપ્લિકેશન સાથે, ચિંતામણી દેરાસરની બાજુમાં, રેડી ટુ મુવ એવસ્કલુસિવ ફ્લેટ "નવકાર એસ્ટેટ" પરિન ગડા- 9594925992 જતીન લીલા- 9119512675 (36, 495, 192, 612)
classified-ad (750, 310, 906, 393)
ad-body: 1% દલાલીમાં 100% શોરીન, ફ્લેટ ઘણા માર્ગો, ફ્લોર, ઓફિસ ભાડેથી/ લે- વેચ બજાર ભાવે 30 દિવસમાં સોદાની ગેરંટી. BHIMANI- 9820814333, CHABHADIA- 9820204041. (1251, 847, 1407, 934)
ad-body: 2.5 બેડરૂમ મહાવીર નગરમાં, ફર્નિશ્ડ ફ્લેટ, 2.70કરોડ નીગોશીએબલ નેશ્ન લાલ- 7977726513/ 9821023261 (203, 1498, 406, 1541)
ad-body: મથુરાદાસ રોડ, એકસકલુઝિવ 1 બેડરૂમ, હાયર ફ્લોર, ભાડેથી મળશે. મહેન્દ્રભાઈ ચાંદા: 7021916959 (750, 595, 907, 652)
classified-ad (36, 1173, 192, 1271)
ad-title: મલાડ વેસ્ટ (87, 1514, 141, 1529)
ad-title: બોરીવલી સ્ટેશને (788, 1815, 868, 1830)
ad-body: રેસીડેન્સ, કમર્શિયલ ગાળા, ઓફિસ, બંગલા, ઈન્ડસ્ટ્રી ગાળા, ખરીદવા, વેચવા, ભાડે આપવા. ફર્નીચરસ ક્રન્સ્ટલન્ટ મહેશ પારેખ 9270890040. (36, 995, 192, 1067)
classified-ad (1251, 828, 1407, 941)
ad-body: જયરાજ નગર મેટ્રો, દેરાસર નજીક 1 બેડરૂમ 450' કારપેટ ભાડેથી આપવાનો છે. ઓનર 9821221193. (1084, 724, 1240, 782)
classified-ad (203, 462, 405, 546)
classified-ad (583, 1067, 739, 1165)
